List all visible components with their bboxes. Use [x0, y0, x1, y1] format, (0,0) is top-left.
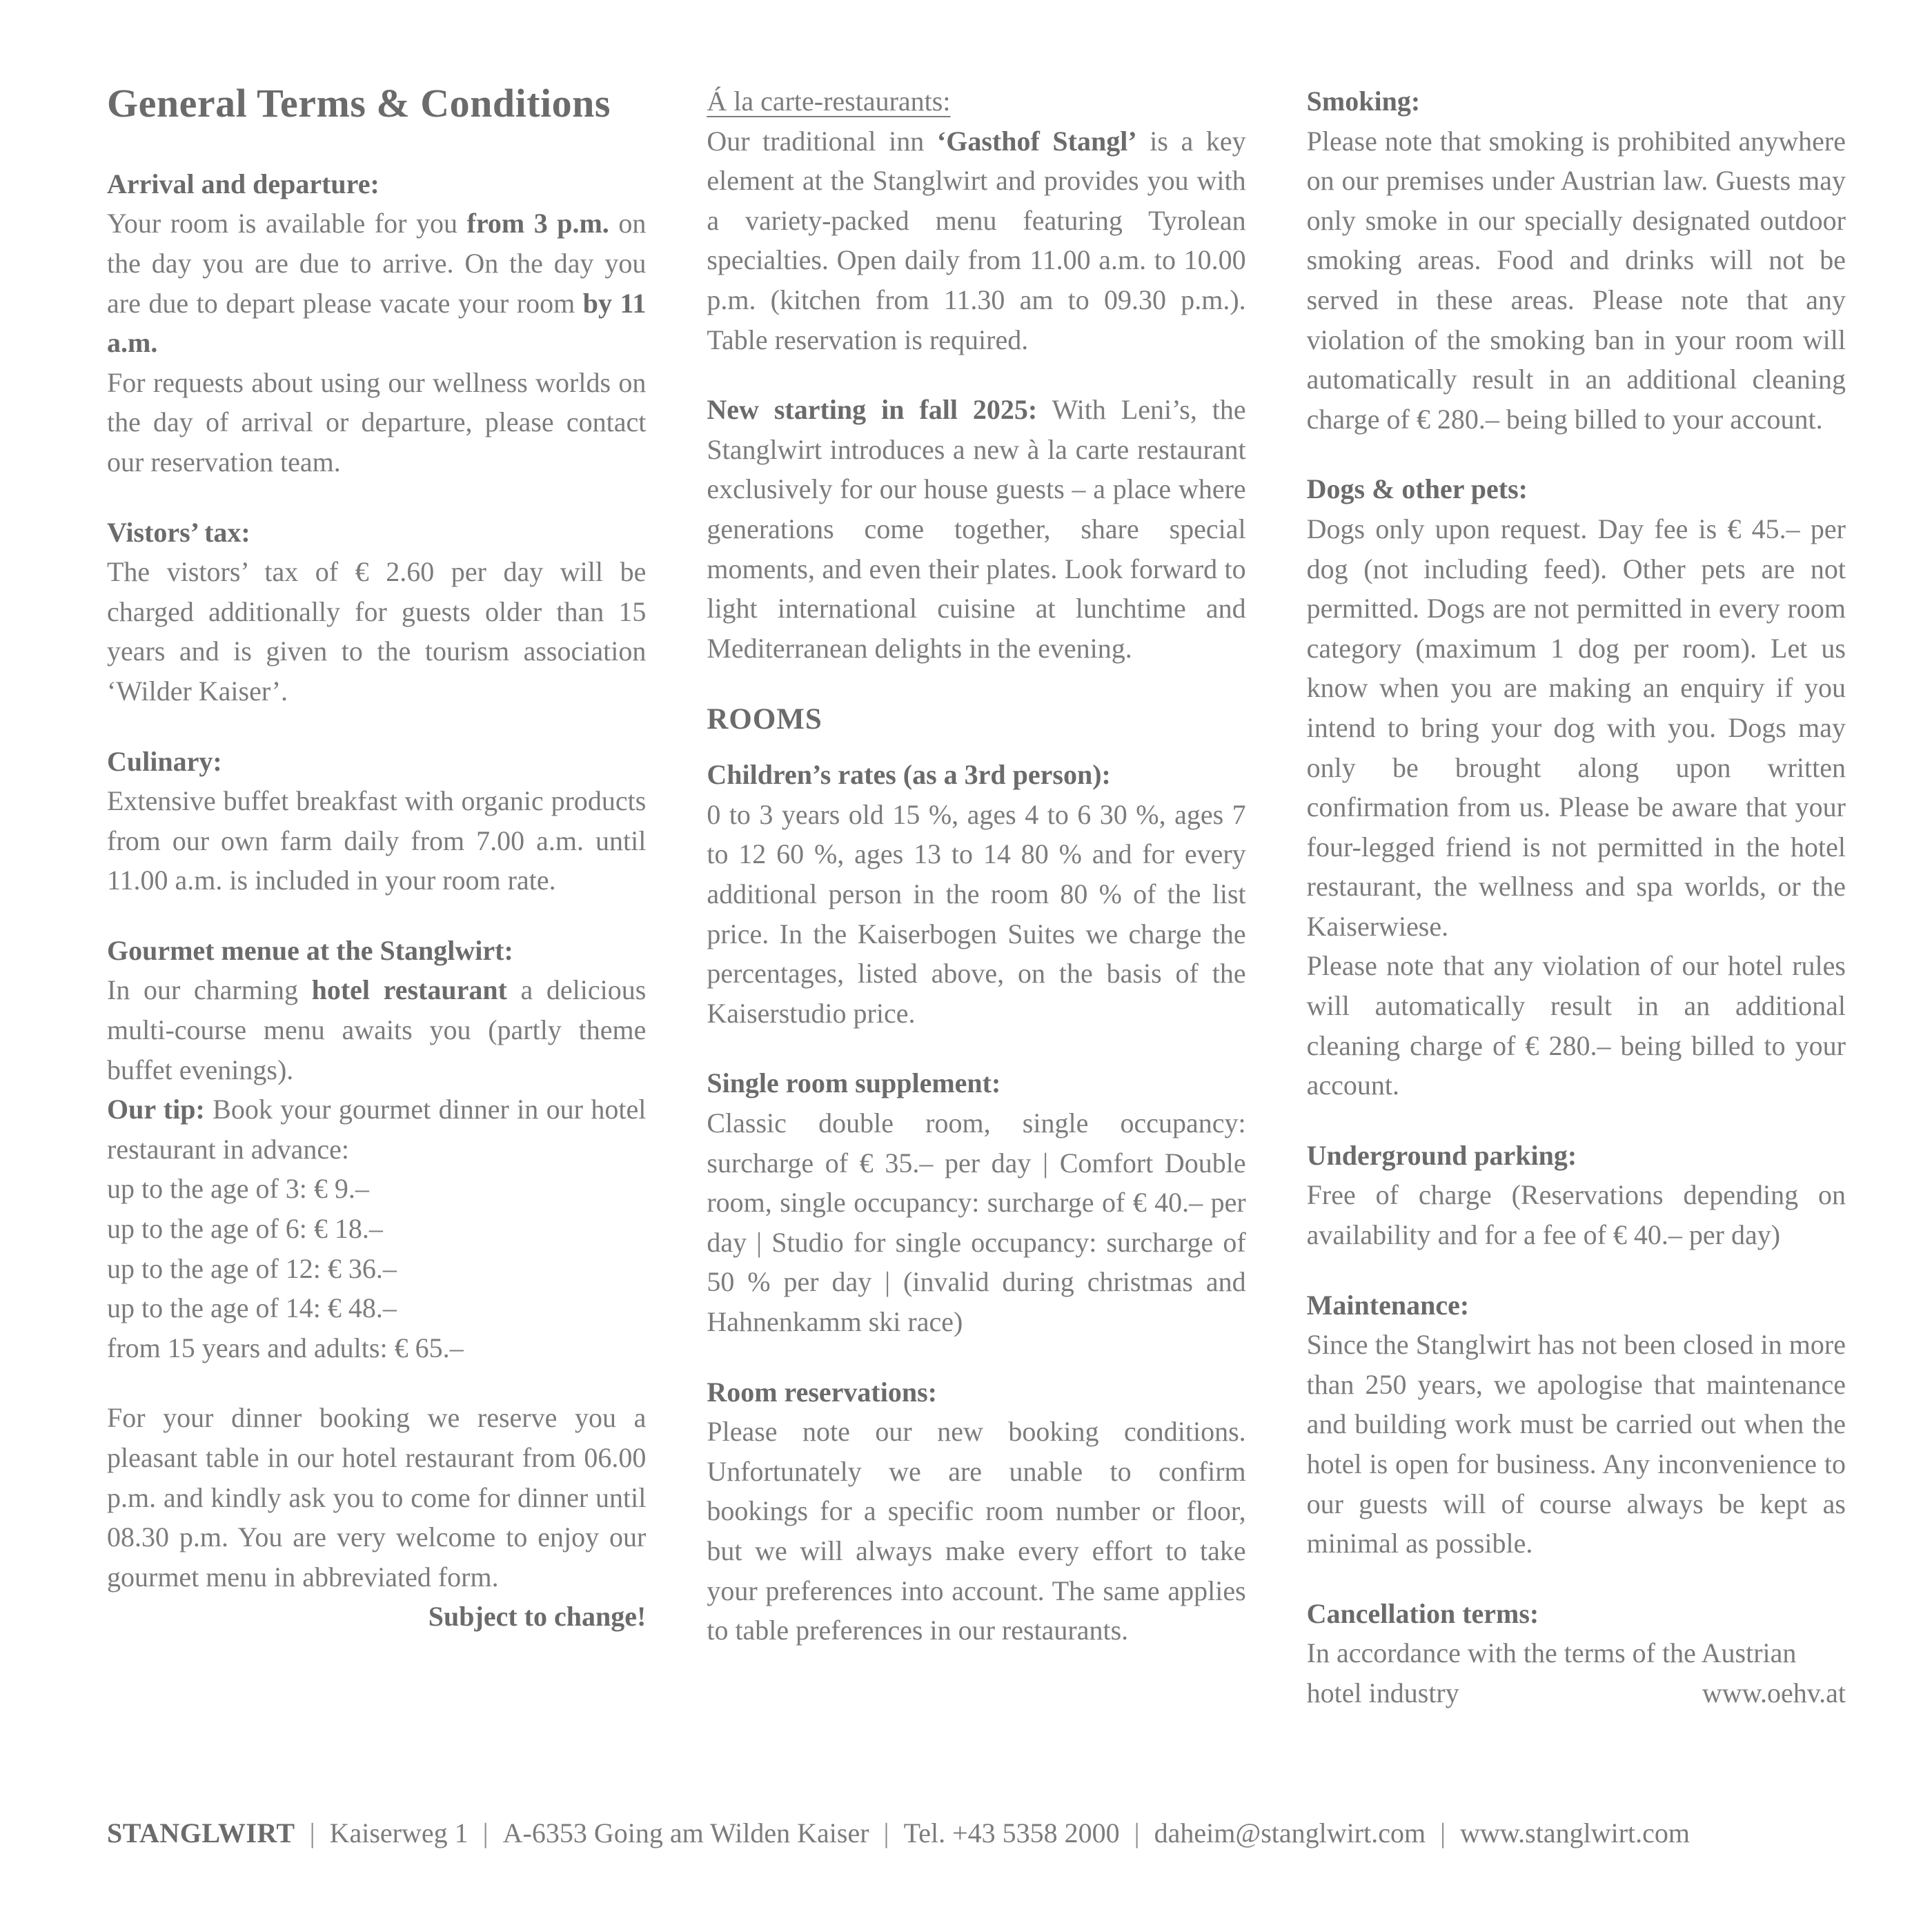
price-line: up to the age of 12: € 36.– — [107, 1252, 397, 1284]
subsection-heading: Vistors’ tax: — [107, 516, 250, 548]
footer-item: A-6353 Going am Wilden Kaiser — [502, 1817, 869, 1849]
bold-text-segment: from 3 p.m. — [466, 208, 609, 239]
paragraph — [107, 1090, 646, 1169]
text-segment: In accordance with the terms of the Austrian hotel industry — [1306, 1637, 1797, 1708]
paragraph — [707, 390, 1245, 668]
subsection-heading: Children’s rates (as a 3rd person): — [707, 759, 1111, 791]
price-line: up to the age of 3: € 9.– — [107, 1173, 369, 1205]
text-segment: The vistors’ tax of € 2.60 per day will be charged additionally for guests older than 15 years and is given to the tourism association ‘Wilder Kaiser’. — [107, 556, 647, 707]
paragraph — [107, 552, 646, 711]
paragraph — [1307, 509, 1846, 947]
text-segment: Free of charge (Reservations depending on availability and for a fee of € 40.– per day) — [1306, 1179, 1846, 1251]
price-line: from 15 years and adults: € 65.– — [107, 1332, 464, 1363]
text-segment: With Leni’s, the Stanglwirt introduces a new à la carte restaurant exclusively for our house guests – a place where generations come together, share special moments, and even their plates. Look forward to light international cuisine at lunchtime and Mediterranean delights in the evening. — [707, 394, 1246, 664]
separator: | — [482, 1817, 489, 1849]
paragraph — [1307, 946, 1846, 1105]
separator: | — [883, 1817, 889, 1849]
subsection-heading: Cancellation terms: — [1306, 1597, 1539, 1629]
subsection-heading: Smoking: — [1306, 86, 1421, 117]
paragraph — [107, 1398, 647, 1633]
text-segment: Extensive buffet breakfast with organic products from our own farm daily from 7.00 a.m. until 11.00 a.m. is included in your room rate. — [107, 785, 647, 896]
paragraph — [107, 781, 646, 900]
footer-item: Tel. +43 5358 2000 — [903, 1817, 1120, 1849]
columns-container — [107, 81, 1846, 1775]
text-segment: Please note that smoking is prohibited anywhere on our premises under Austrian law. Guests may only smoke in our specially designated outdoor smoking areas. Food and drinks will not be served in these areas. Please note that any violation of the smoking ban in your room will automatically result in an additional cleaning charge of € 280.– being billed to your account. — [1306, 125, 1846, 435]
subsection-heading: Gourmet menue at the Stanglwirt: — [107, 934, 513, 966]
footer-item: daheim@stanglwirt.com — [1154, 1817, 1426, 1849]
text-segment: For requests about using our wellness worlds on the day of arrival or departure, please contact our reservation team. — [107, 366, 647, 477]
subsection-heading: Underground parking: — [1306, 1139, 1577, 1171]
section-header: ROOMS — [707, 703, 822, 736]
separator: | — [309, 1817, 315, 1849]
text-segment: Please note our new booking conditions. Unfortunately we are unable to confirm bookings for a specific room number or floor, but we will always make every effort to take your preferences into account. The same applies to table preferences in our restaurants. — [707, 1416, 1246, 1646]
page-title: General Terms & Conditions — [107, 81, 611, 126]
price-line: up to the age of 14: € 48.– — [107, 1292, 397, 1324]
paragraph — [1307, 1175, 1846, 1254]
footer — [107, 1775, 1846, 1849]
price-line: up to the age of 6: € 18.– — [107, 1213, 383, 1245]
text-segment: Please note that any violation of our hotel rules will automatically result in an additional cleaning charge of € 280.– being billed to your account. — [1306, 950, 1846, 1101]
subsection-heading: Arrival and departure: — [107, 168, 379, 199]
paragraph — [1307, 121, 1846, 440]
brand-name: STANGLWIRT — [107, 1817, 295, 1849]
paragraph — [707, 795, 1245, 1034]
separator: | — [1440, 1817, 1446, 1849]
subsection-heading: Single room supplement: — [707, 1067, 1001, 1099]
paragraph — [707, 121, 1245, 360]
text-segment: Book your gourmet dinner in our hotel restaurant in advance: — [107, 1094, 647, 1165]
footer-item: www.stanglwirt.com — [1460, 1817, 1690, 1849]
footer-item: Kaiserweg 1 — [329, 1817, 469, 1849]
text-segment: Your room is available for you — [107, 208, 467, 239]
text-segment: For your dinner booking we reserve you a pleasant table in our hotel restaurant from 06.00 p.m. and kindly ask you to come for dinner until 08.30 p.m. You are very welcome to enjoy our gourmet menu in abbreviated form. — [107, 1402, 647, 1593]
price-list — [107, 1169, 646, 1368]
subsection-heading: Room reservations: — [707, 1376, 937, 1408]
text-segment: Our traditional inn — [707, 125, 937, 157]
paragraph — [707, 1412, 1245, 1650]
bold-text-segment: hotel restaurant — [311, 974, 507, 1006]
text-segment: on the day you are due to arrive. On the day you are due to depart please vacate your room — [107, 208, 647, 319]
bold-text-segment: by 11 a.m. — [107, 287, 647, 359]
column-2 — [707, 81, 1245, 1650]
paragraph — [107, 970, 646, 1090]
subsection-heading: Culinary: — [107, 745, 222, 777]
subsection-heading: Dogs & other pets: — [1306, 473, 1528, 505]
paragraph — [107, 363, 646, 482]
column-1 — [107, 81, 646, 1637]
bold-text-segment: ‘Gasthof Stangl’ — [936, 125, 1137, 157]
subsection-heading: Á la carte-restaurants: — [707, 86, 951, 117]
bold-text-segment: Our tip: — [107, 1094, 205, 1125]
separator: | — [1134, 1817, 1140, 1849]
paragraph — [707, 1103, 1245, 1342]
text-segment: 0 to 3 years old 15 %, ages 4 to 6 30 %, ages 7 to 12 60 %, ages 13 to 14 80 % and for every additional person in the room 80 % of the list price. In the Kaiserbogen Suites we charge the percentages, listed above, on the basis of the Kaiserstudio price. — [707, 798, 1246, 1029]
text-segment: www.oehv.at — [1702, 1677, 1846, 1708]
column-3 — [1307, 81, 1846, 1713]
bold-text-segment: New starting in fall 2025: — [707, 394, 1038, 426]
text-segment: a delicious multi-course menu awaits you (partly theme buffet evenings). — [107, 974, 647, 1085]
text-segment: Classic double room, single occupancy: surcharge of € 35.– per day | Comfort Double room, single occupancy: surcharge of € 40.– per day | Studio for single occupancy: surcharge of 50 % per day | (invalid during christmas and Hahnenkamm ski race) — [707, 1107, 1246, 1337]
text-segment: Since the Stanglwirt has not been closed in more than 250 years, we apologise that maintenance and building work must be carried out when the hotel is open for business. Any inconvenience to our guests will of course always be kept as minimal as possible. — [1306, 1329, 1846, 1559]
paragraph — [1307, 1633, 1846, 1713]
paragraph — [1307, 1325, 1846, 1564]
bold-text-segment: Subject to change! — [428, 1601, 647, 1633]
text-segment: is a key element at the Stanglwirt and provides you with a variety-packed menu featuring Tyrolean specialties. Open daily from 11.00 a.m. to 10.00 p.m. (kitchen from 11.30 am to 09.30 p.m.). Table reservation is required. — [707, 125, 1246, 355]
text-segment: In our charming — [107, 974, 312, 1006]
subsection-heading: Maintenance: — [1306, 1289, 1470, 1321]
text-segment: Dogs only upon request. Day fee is € 45.– per dog (not including feed). Other pets are not permitted. Dogs are not permitted in every room category (maximum 1 dog per room). Let us know when you are making an enquiry if you intend to bring your dog with you. Dogs may only be brought along upon written confirmation from us. Please be aware that your four-legged friend is not permitted in the hotel restaurant, the wellness and spa worlds, or the Kaiserwiese. — [1306, 513, 1846, 942]
paragraph — [107, 204, 646, 362]
